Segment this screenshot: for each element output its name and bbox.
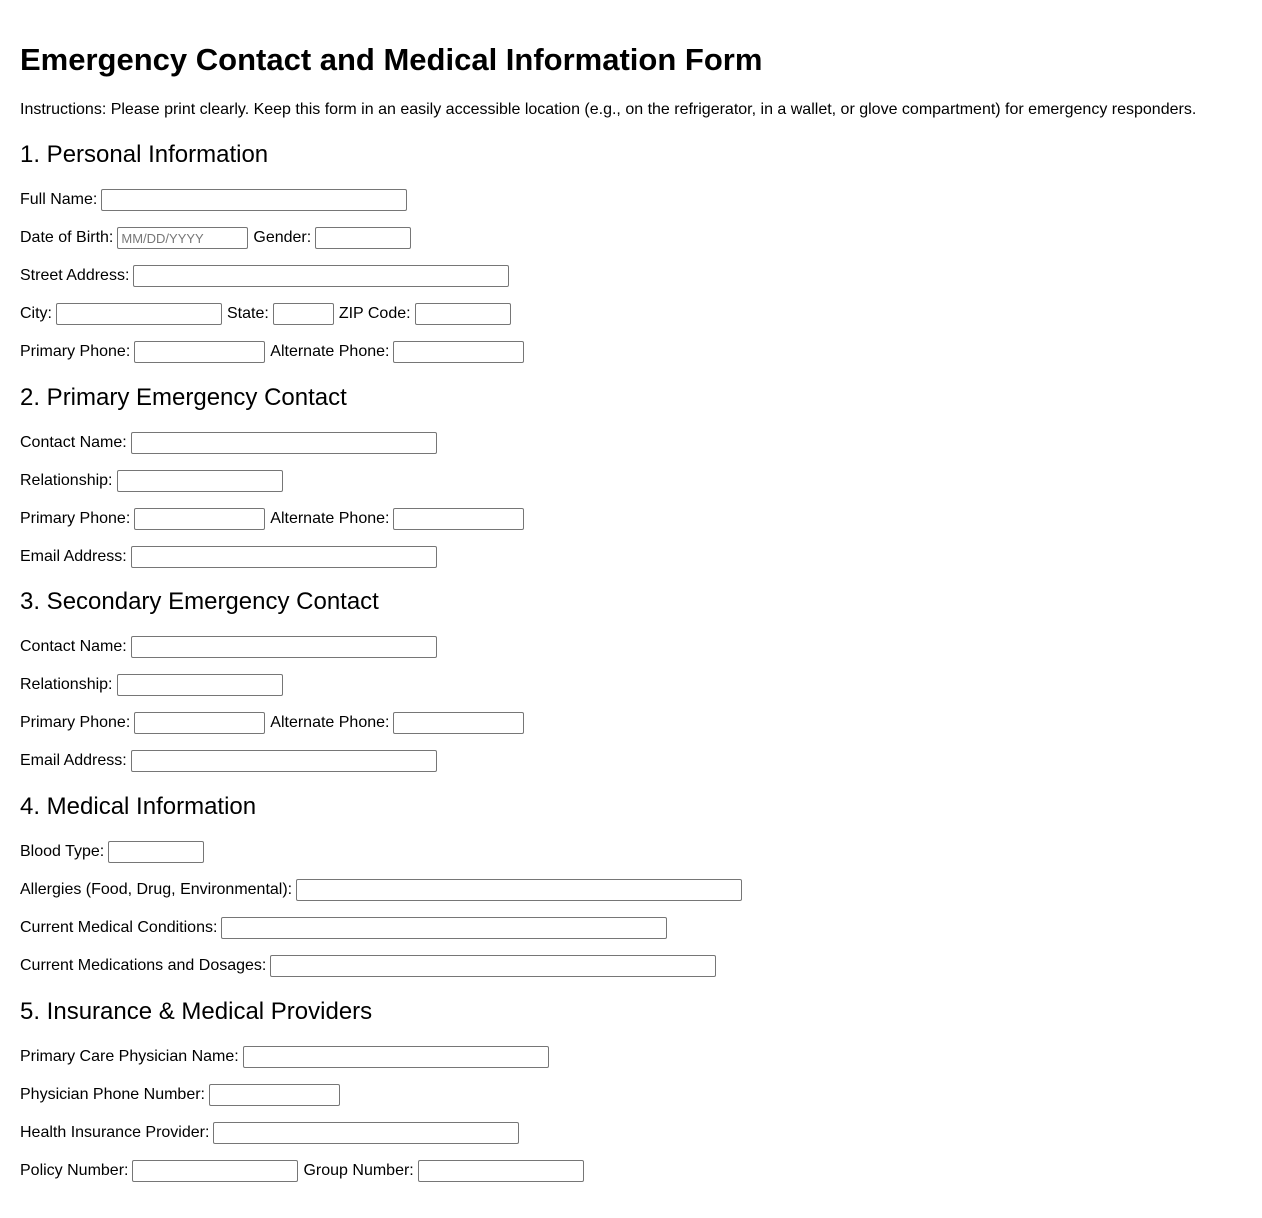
secondary-contact-phone-row [20,712,524,734]
street-label: Street Address: [20,267,130,284]
primary-contact-alternate-phone-field[interactable] [393,508,524,530]
dob-gender-row [20,227,411,249]
insurance-provider-row [20,1122,519,1144]
city-state-zip-row [20,303,511,325]
alternate-phone-label: Alternate Phone: [270,714,390,731]
primary-contact-name-field[interactable] [131,432,437,454]
secondary-contact-email-field[interactable] [131,750,437,772]
alternate-phone-label: Alternate Phone: [270,343,390,360]
dob-label: Date of Birth: [20,229,114,246]
state-field[interactable] [273,303,334,325]
blood-type-field[interactable] [108,841,204,863]
secondary-relationship-field[interactable] [117,674,283,696]
relationship-label: Relationship: [20,472,113,489]
state-label: State: [227,305,269,322]
section-personal-heading: 1. Personal Information [20,141,269,168]
city-field[interactable] [56,303,222,325]
medications-row [20,955,716,977]
gender-field[interactable] [315,227,411,249]
allergies-label: Allergies (Food, Drug, Environmental): [20,881,293,898]
allergies-field[interactable] [296,879,742,901]
secondary-email-row [20,750,437,772]
secondary-contact-name-row [20,636,437,658]
physician-phone-field[interactable] [209,1084,340,1106]
gender-label: Gender: [253,229,312,246]
city-label: City: [20,305,52,322]
policy-number-label: Policy Number: [20,1162,129,1179]
physician-name-field[interactable] [243,1046,549,1068]
relationship-label: Relationship: [20,676,113,693]
section-primary-contact-heading: 2. Primary Emergency Contact [20,384,347,411]
secondary-contact-alternate-phone-field[interactable] [393,712,524,734]
physician-name-label: Primary Care Physician Name: [20,1048,239,1065]
group-number-label: Group Number: [303,1162,414,1179]
section-secondary-contact-heading: 3. Secondary Emergency Contact [20,588,379,615]
medications-field[interactable] [270,955,716,977]
section-insurance-heading: 5. Insurance & Medical Providers [20,998,373,1025]
primary-contact-primary-phone-field[interactable] [134,508,265,530]
physician-phone-row [20,1084,340,1106]
policy-group-row [20,1160,584,1182]
policy-number-field[interactable] [132,1160,298,1182]
primary-phone-label: Primary Phone: [20,714,131,731]
insurance-provider-label: Health Insurance Provider: [20,1124,210,1141]
primary-phone-label: Primary Phone: [20,343,131,360]
section-medical-heading: 4. Medical Information [20,793,257,820]
alternate-phone-field[interactable] [393,341,524,363]
secondary-contact-name-field[interactable] [131,636,437,658]
blood-type-row [20,841,204,863]
full-name-field[interactable] [101,189,407,211]
insurance-provider-field[interactable] [213,1122,519,1144]
physician-phone-label: Physician Phone Number: [20,1086,205,1103]
email-label: Email Address: [20,752,127,769]
alternate-phone-label: Alternate Phone: [270,510,390,527]
medications-label: Current Medications and Dosages: [20,957,267,974]
group-number-field[interactable] [418,1160,584,1182]
primary-relationship-row [20,470,283,492]
contact-name-label: Contact Name: [20,638,127,655]
email-label: Email Address: [20,548,127,565]
zip-label: ZIP Code: [338,305,411,322]
primary-contact-phone-row [20,508,524,530]
primary-email-row [20,546,437,568]
street-field[interactable] [133,265,509,287]
conditions-label: Current Medical Conditions: [20,919,218,936]
physician-name-row [20,1046,549,1068]
full-name-label: Full Name: [20,191,98,208]
conditions-row [20,917,667,939]
primary-relationship-field[interactable] [117,470,283,492]
street-row [20,265,509,287]
primary-contact-email-field[interactable] [131,546,437,568]
blood-type-label: Blood Type: [20,843,105,860]
personal-phone-row [20,341,524,363]
conditions-field[interactable] [221,917,667,939]
secondary-relationship-row [20,674,283,696]
page-title: Emergency Contact and Medical Information Form [20,42,763,77]
zip-field[interactable] [415,303,511,325]
allergies-row [20,879,742,901]
instructions-text: Instructions: Please print clearly. Keep this form in an easily accessible location (e.g., on the refrigerator, in a wallet, or glove compartment) for emergency responders. [20,101,1197,118]
contact-name-label: Contact Name: [20,434,127,451]
secondary-contact-primary-phone-field[interactable] [134,712,265,734]
primary-phone-field[interactable] [134,341,265,363]
full-name-row [20,189,407,211]
primary-phone-label: Primary Phone: [20,510,131,527]
dob-field[interactable] [117,227,248,249]
primary-contact-name-row [20,432,437,454]
